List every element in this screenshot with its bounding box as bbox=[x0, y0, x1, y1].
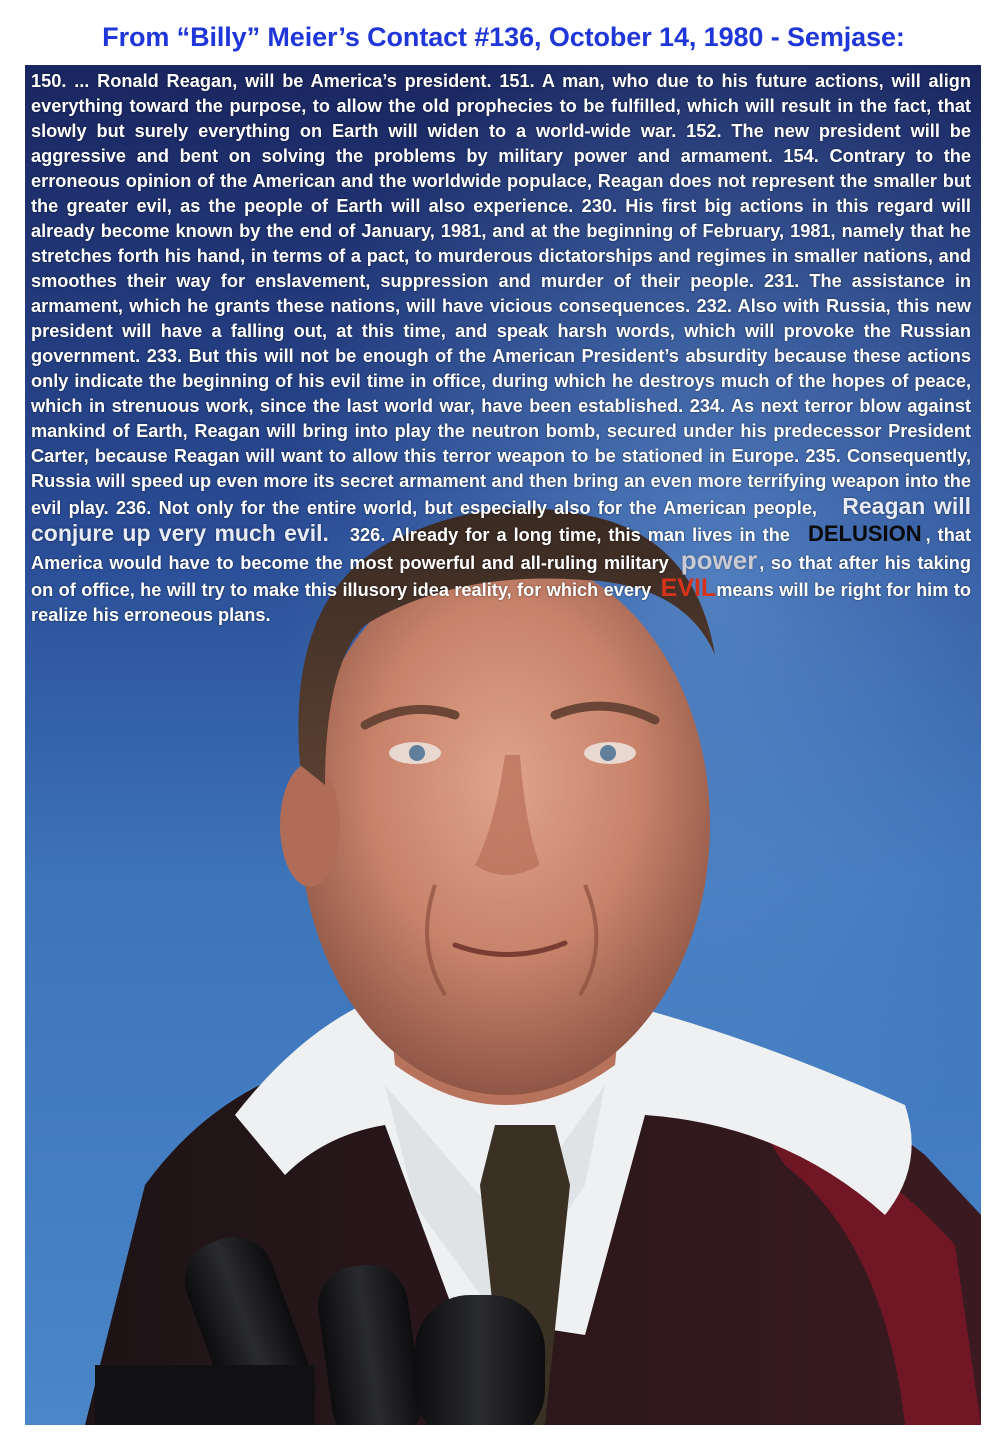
emphasis-conjure-evil: Reagan will conjure up very much evil. bbox=[31, 493, 971, 546]
quote-part-5: means will be right for him to realize his erroneous plans. bbox=[31, 580, 971, 625]
page-title: From “Billy” Meier’s Contact #136, October 14, 1980 - Semjase: bbox=[102, 22, 905, 52]
quote-text bbox=[31, 69, 971, 628]
emphasis-power: power bbox=[680, 545, 758, 575]
emphasis-delusion: DELUSION bbox=[807, 521, 922, 546]
poster-image bbox=[25, 65, 981, 1425]
emphasis-evil: EVIL bbox=[660, 574, 717, 602]
quote-part-3: , that America would have to become the most powerful and all-ruling military bbox=[31, 525, 971, 573]
quote-part-2: 326. Already for a long time, this man lives in the bbox=[349, 525, 790, 545]
quote-part-4: , so that after his taking on of office, he will try to make this illusory idea reality, for which every bbox=[31, 553, 972, 600]
quote-part-1: 150. ... Ronald Reagan, will be America’s president. 151. A man, who due to his future actions, will align everything toward the purpose, to allow the old prophecies to be fulfilled, which will result in the fact, that slowly but surely everything on Earth will widen to a world-wide war. 152. The new president will be aggressive and bent on solving the problems by military power and armament. 154. Contrary to the erroneous opinion of the American and the worldwide populace, Reagan does not represent the smaller but the greater evil, as the people of Earth will also experience. 230. His first big actions in this regard will already become known by the end of January, 1981, and at the beginning of February, 1981, namely that he stretches forth his hand, in terms of a pact, to murderous dictatorships and regimes in smaller nations, and smoothes their way for enslavement, suppression and murder of their people. 231. The assistance in armament, which he grants these nations, will have vicious consequences. 232. Also with Russia, this new president will have a falling out, at this time, and speak harsh words, which will provoke the Russian government. 233. But this will not be enough of the American President’s absurdity because these actions only indicate the beginning of his evil time in office, during which he destroys much of the hopes of peace, which in strenuous work, since the last world war, have been established. 234. As next terror blow against mankind of Earth, Reagan will bring into play the neutron bomb, secured under his predecessor President Carter, because Reagan will want to allow this terror weapon to be stationed in Europe. 235. Consequently, Russia will speed up even more its secret armament and then bring an even more terrifying weapon into the evil play. 236. Not only for the entire world, but especially also for the American people, bbox=[31, 71, 971, 518]
